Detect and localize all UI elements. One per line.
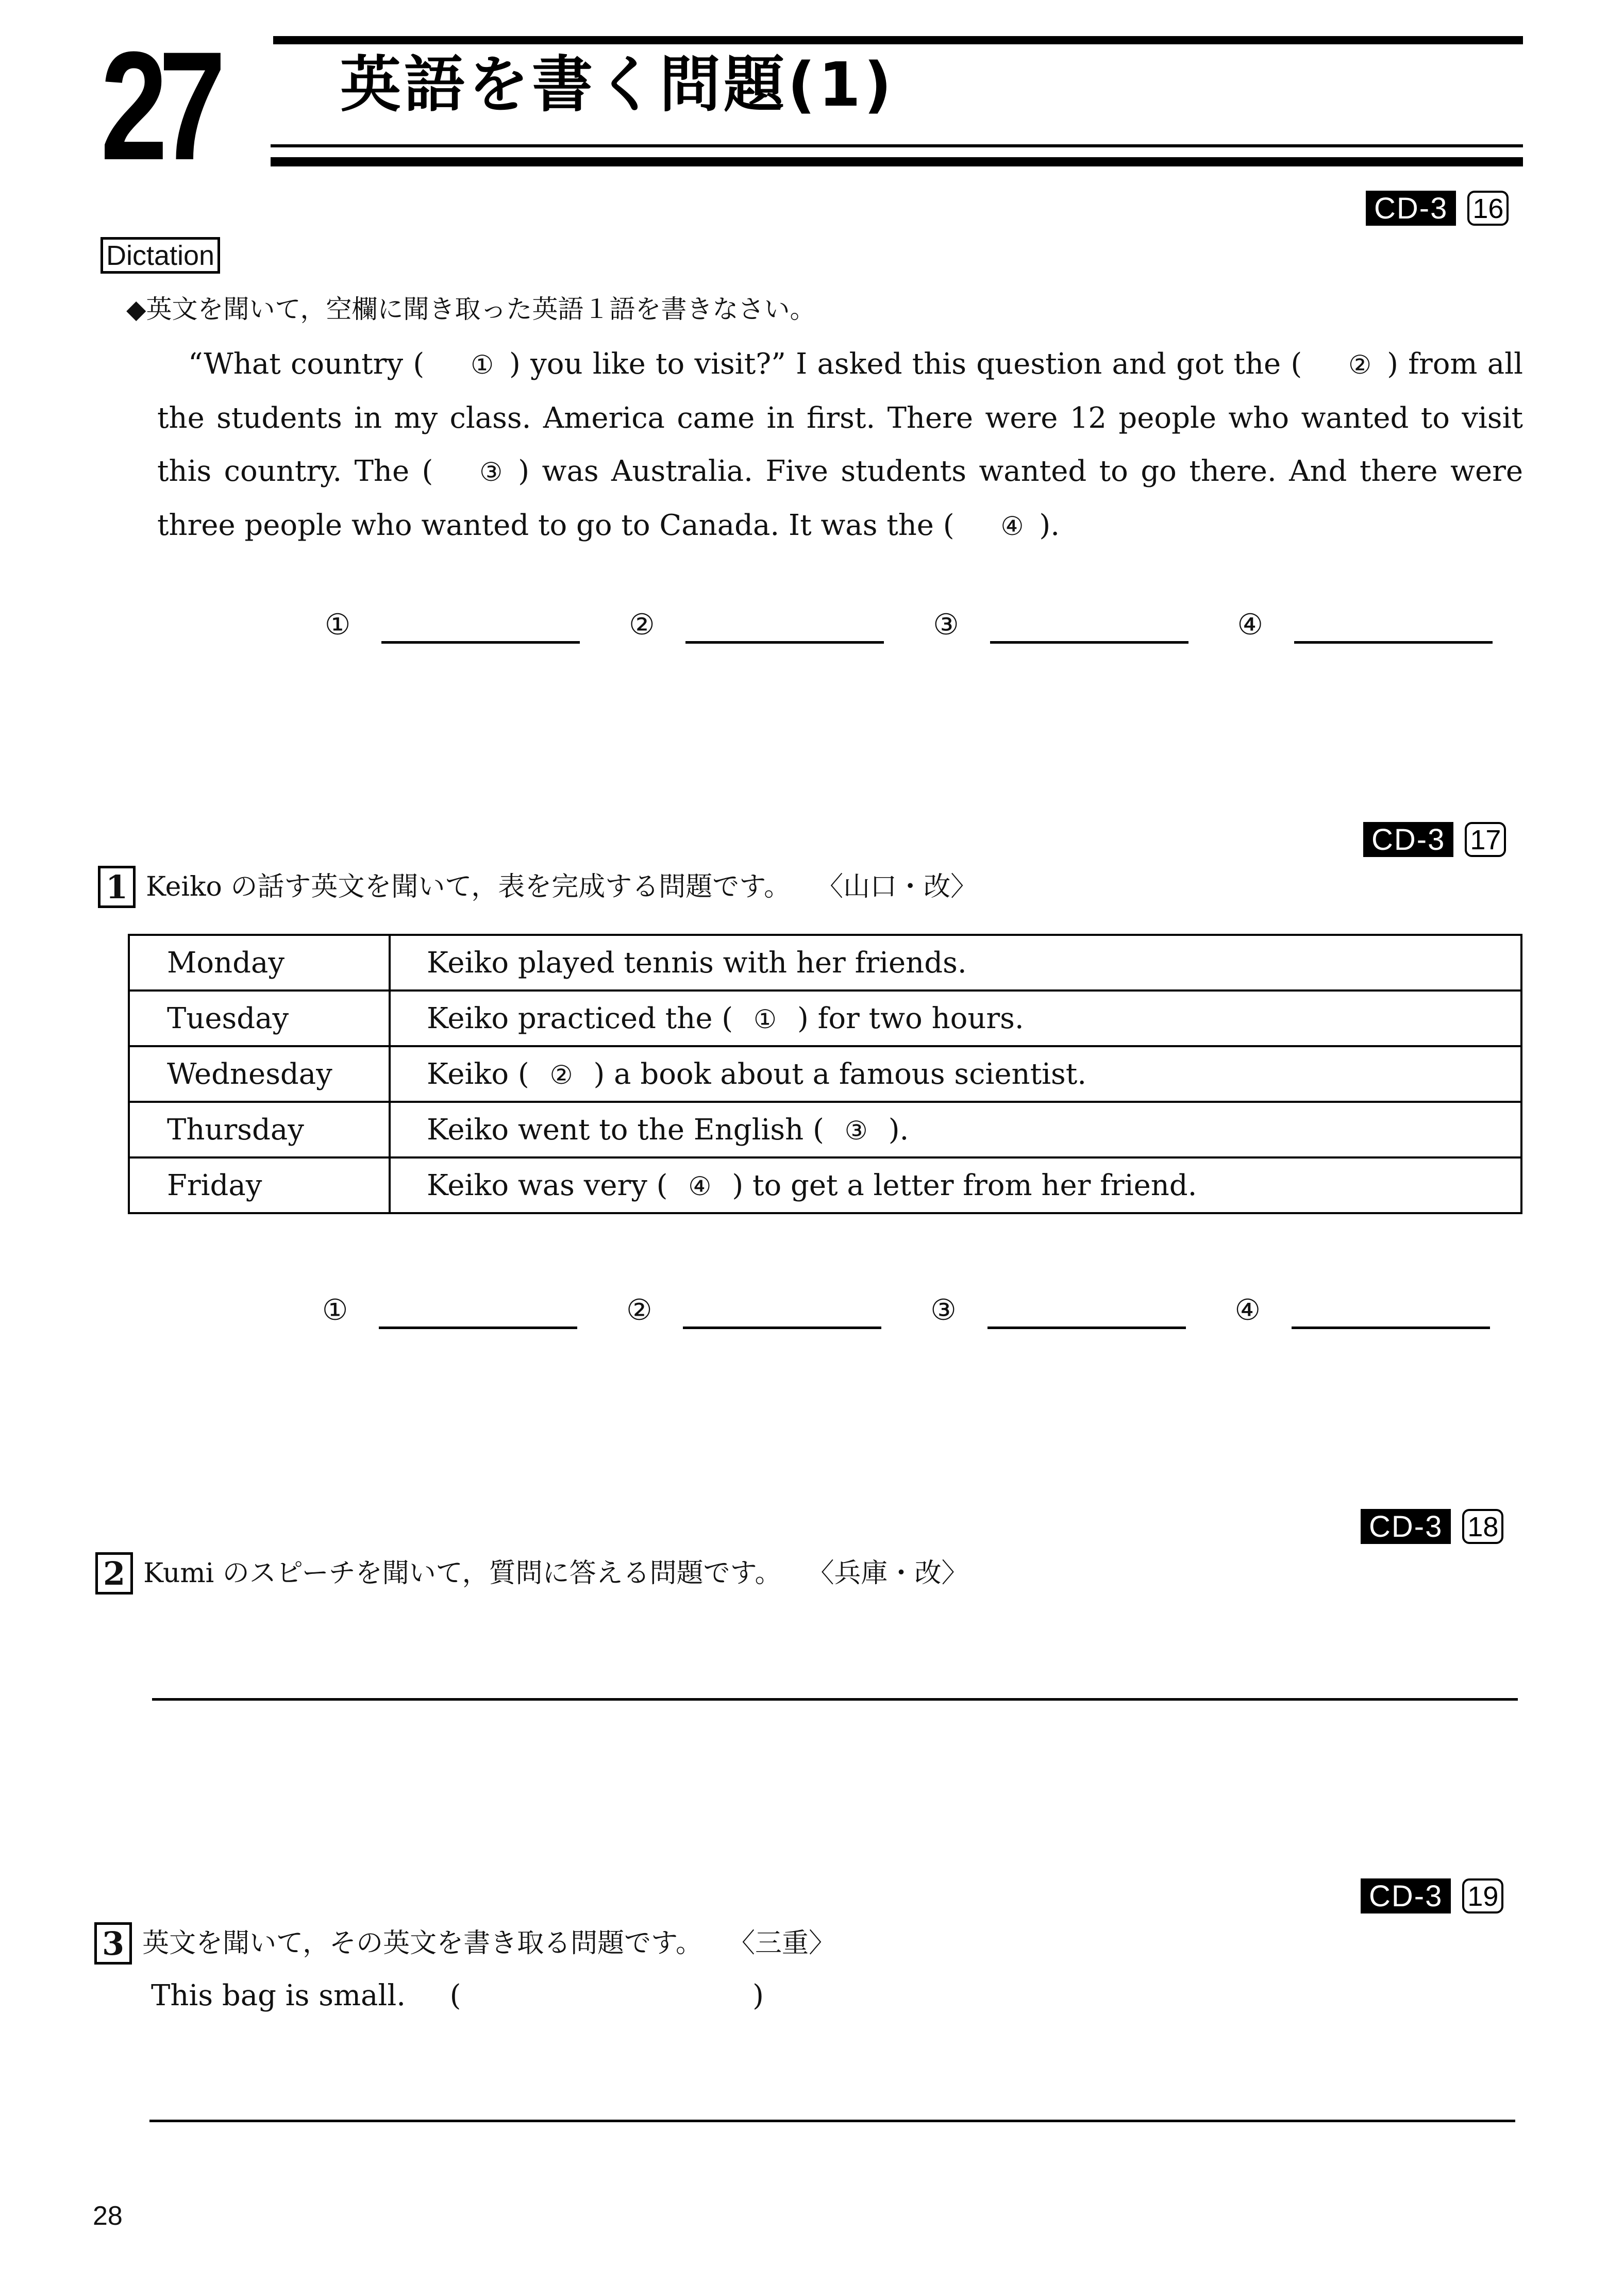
day-cell: Wednesday xyxy=(129,1046,390,1102)
answer-item xyxy=(1237,608,1493,642)
answer-blank-line[interactable] xyxy=(1292,1327,1490,1329)
question-number: 1 xyxy=(98,866,136,908)
cd-label: CD-3 xyxy=(1361,1878,1451,1913)
blank-marker: ① xyxy=(754,1004,777,1034)
cd-badge xyxy=(1361,1878,1503,1913)
description-text: Keiko was very ( xyxy=(427,1168,668,1202)
cd-badge xyxy=(1361,1509,1503,1544)
passage-text: “What country ( xyxy=(188,347,425,381)
description-text: ) for two hours. xyxy=(797,1001,1024,1035)
answer-item xyxy=(626,1296,881,1325)
description-text: Keiko played tennis with her friends. xyxy=(427,946,967,980)
description-text: Keiko ( xyxy=(427,1057,529,1091)
cd-badge xyxy=(1363,822,1506,857)
passage-text: ). xyxy=(1039,509,1060,542)
table-row xyxy=(129,1157,1521,1213)
answer-blank-line[interactable] xyxy=(683,1327,881,1329)
description-cell xyxy=(390,935,1521,991)
answer-number: ① xyxy=(322,1294,348,1327)
cd-track-number: 16 xyxy=(1467,191,1509,226)
day-cell: Tuesday xyxy=(129,991,390,1046)
dictation-answer-row xyxy=(325,608,1493,642)
cd-badge xyxy=(1366,191,1509,226)
blank-marker: ② xyxy=(549,1060,573,1090)
answer-item xyxy=(933,608,1188,642)
blank-marker: ④ xyxy=(1000,511,1024,541)
table-row xyxy=(129,1102,1521,1157)
answer-item xyxy=(325,608,580,642)
question-text: 英文を聞いて，その英文を書き取る問題です。 xyxy=(142,1928,702,1959)
paren-open: ( xyxy=(449,1979,461,2012)
blank-marker: ④ xyxy=(688,1171,712,1201)
dictation-label: Dictation xyxy=(101,237,220,274)
page-number: 28 xyxy=(93,2201,123,2231)
cd-label: CD-3 xyxy=(1363,822,1453,857)
dictation-passage xyxy=(157,338,1523,553)
answer-item xyxy=(322,1296,577,1325)
table-row xyxy=(129,991,1521,1046)
paren-close: ) xyxy=(752,1979,764,2012)
lesson-number: 27 xyxy=(101,19,217,192)
day-cell: Thursday xyxy=(129,1102,390,1157)
answer-number: ④ xyxy=(1237,608,1263,642)
table-row xyxy=(129,935,1521,991)
dictation-instruction: ◆英文を聞いて，空欄に聞き取った英語１語を書きなさい。 xyxy=(126,294,816,324)
passage-text: ) from all the students in my class. America came in first. There were 12 people who wanted to visit this country. The ( xyxy=(157,347,1523,488)
table-row xyxy=(129,1046,1521,1102)
q3-answer-line[interactable] xyxy=(149,2120,1515,2122)
question-source: 〈兵庫・改〉 xyxy=(807,1558,968,1589)
blank-marker: ③ xyxy=(844,1115,868,1146)
cd-track-number: 17 xyxy=(1465,822,1506,857)
description-text: Keiko practiced the ( xyxy=(427,1001,733,1035)
description-text: Keiko went to the English ( xyxy=(427,1113,824,1147)
cd-track-number: 19 xyxy=(1462,1878,1503,1913)
header-rule-bottom xyxy=(271,157,1523,166)
description-cell xyxy=(390,1102,1521,1157)
schedule-table xyxy=(128,934,1522,1214)
cd-label: CD-3 xyxy=(1366,191,1456,226)
question-number: 2 xyxy=(95,1552,133,1594)
blank-marker: ② xyxy=(1348,350,1372,380)
answer-item xyxy=(930,1296,1185,1325)
cd-track-number: 18 xyxy=(1462,1509,1503,1544)
answer-number: ① xyxy=(325,608,351,642)
header-rule-top xyxy=(273,36,1523,44)
question-2-heading xyxy=(95,1552,968,1594)
answer-number: ③ xyxy=(930,1294,957,1327)
blank-marker: ① xyxy=(471,350,494,380)
passage-text: ) you like to visit?” I asked this question and got the ( xyxy=(509,347,1302,381)
description-text: ). xyxy=(888,1113,909,1147)
page-title: 英語を書く問題(1) xyxy=(340,49,895,120)
answer-blank-line[interactable] xyxy=(685,641,884,644)
answer-number: ② xyxy=(626,1294,652,1327)
q1-answer-row xyxy=(322,1296,1490,1325)
question-1-heading xyxy=(98,866,977,908)
description-text: ) to get a letter from her friend. xyxy=(732,1168,1197,1202)
example-text: This bag is small. xyxy=(151,1979,406,2012)
answer-blank-line[interactable] xyxy=(1294,641,1493,644)
question-text: Keiko の話す英文を聞いて，表を完成する問題です。 xyxy=(146,871,791,902)
cd-label: CD-3 xyxy=(1361,1509,1451,1544)
passage-text: ) was Australia. Five students wanted to go there. And there were three people who wanted to go to Canada. It was the ( xyxy=(157,455,1523,542)
question-source: 〈山口・改〉 xyxy=(816,871,978,902)
question-source: 〈三重〉 xyxy=(728,1928,835,1959)
answer-item xyxy=(629,608,884,642)
answer-blank-line[interactable] xyxy=(990,641,1188,644)
answer-blank-line[interactable] xyxy=(987,1327,1186,1329)
q3-example-sentence xyxy=(151,1979,764,2012)
question-number: 3 xyxy=(94,1922,132,1965)
q2-answer-line[interactable] xyxy=(152,1698,1518,1701)
question-3-heading xyxy=(94,1922,835,1965)
blank-marker: ③ xyxy=(479,457,503,487)
question-text: Kumi のスピーチを聞いて，質問に答える問題です。 xyxy=(143,1558,782,1589)
answer-number: ③ xyxy=(933,608,959,642)
description-cell xyxy=(390,991,1521,1046)
description-text: ) a book about a famous scientist. xyxy=(593,1057,1087,1091)
answer-number: ④ xyxy=(1234,1294,1261,1327)
day-cell: Friday xyxy=(129,1157,390,1213)
answer-blank-line[interactable] xyxy=(381,641,580,644)
header-rule-middle xyxy=(271,144,1523,147)
answer-item xyxy=(1235,1296,1490,1325)
answer-blank-line[interactable] xyxy=(379,1327,577,1329)
answer-number: ② xyxy=(629,608,655,642)
description-cell xyxy=(390,1157,1521,1213)
description-cell xyxy=(390,1046,1521,1102)
day-cell: Monday xyxy=(129,935,390,991)
